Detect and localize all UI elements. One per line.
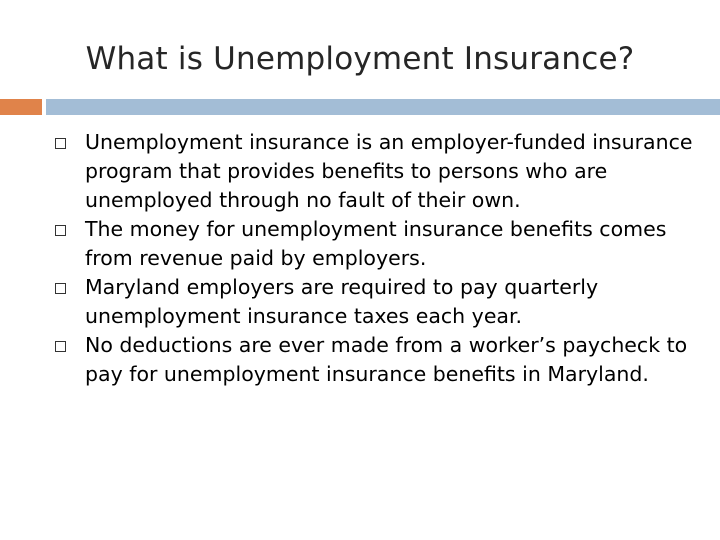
square-bullet-icon — [55, 283, 66, 294]
square-bullet-icon — [55, 138, 66, 149]
bullet-text: Maryland employers are required to pay quarterly unemployment insurance taxes each year. — [85, 275, 599, 328]
bullet-list — [55, 128, 695, 389]
bullet-text: The money for unemployment insurance benefits comes from revenue paid by employers. — [85, 217, 667, 270]
square-bullet-icon — [55, 341, 66, 352]
bullet-item — [55, 331, 695, 389]
bullet-item — [55, 273, 695, 331]
accent-bar-blue — [46, 99, 720, 115]
accent-bar-orange — [0, 99, 42, 115]
square-bullet-icon — [55, 225, 66, 236]
bullet-item — [55, 215, 695, 273]
bullet-text: Unemployment insurance is an employer-funded insurance program that provides benefits to persons who are unemployed through no fault of their own. — [85, 130, 693, 212]
slide-title: What is Unemployment Insurance? — [85, 41, 635, 77]
bullet-text: No deductions are ever made from a worker’s paycheck to pay for unemployment insurance benefits in Maryland. — [85, 333, 688, 386]
bullet-item — [55, 128, 695, 215]
